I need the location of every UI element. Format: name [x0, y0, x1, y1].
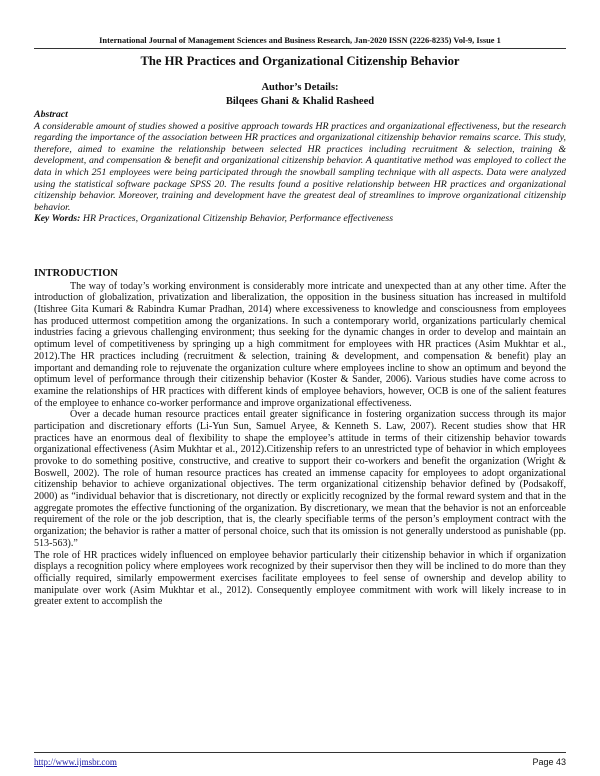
journal-url-link[interactable]: http://www.ijmsbr.com — [34, 757, 117, 767]
keywords-text: HR Practices, Organizational Citizenship Behavior, Performance effectiveness — [80, 213, 394, 225]
introduction-section — [34, 268, 566, 608]
paper-title: The HR Practices and Organizational Citizenship Behavior — [140, 54, 460, 68]
keywords-label: Key Words: — [34, 213, 81, 225]
paragraph: The way of today’s working environment is considerably more intricate and unexpected than at any other time. After the introduction of globalization, privatization and liberalization, the opposition in the business situation has increased in multifold (Itishree Gita Kumari & Rabindra Kumar Pradhan, 2014) where excessiveness to knowledge and consciousness from employees has produced uttermost competition among the organizations. In such a contemporary world, organizations particularly chemical industries facing a grievous challenging environment; thus seeking for the dynamic changes in order to develop and maintain an optimum level of competitiveness by springing up a high commitment for employees with HR practices (Asim Mukhtar et al., 2012).The HR practices including (recruitment & selection, training & development, and compensation & benefit) play an important and demanding role to rejuvenate the organization culture where employees incline to show an optimum and beyond the optimum level of performance through their citizenship behavior (Koster & Sander, 2006). Various studies have come across to examine the relationships of HR practices with different kinds of employee behaviors, however, OCB is one of the salient features of the employee to enhance co-worker performance and improve organizational effectiveness. — [34, 280, 566, 409]
header-divider — [34, 48, 566, 49]
introduction-heading: INTRODUCTION — [34, 268, 119, 279]
page-number: Page 43 — [532, 757, 566, 767]
paragraph: The role of HR practices widely influenced on employee behavior particularly their citizenship behavior in which if organization displays a recognition policy where employees work recognized by their supervisor then they will be inclined to do more than they officially required, similarly empowerment exercises facilitate employees to feel sense of ownership and develop ability to manipulate over work (Asim Mukhtar et al., 2012). Consequently employee commitment with work will likely increase to in greater extent to accomplish the — [34, 549, 566, 608]
paragraph: Over a decade human resource practices entail greater significance in fostering organization success through its major participation and discretionary efforts (Li-Yun Sun, Samuel Aryee, & Kenneth S. Law, 2007). Recent studies show that HR practices have an enormous deal of flexibility to shape the employee’s attitude in terms of their citizenship behavior towards organizational effectiveness (Asim Mukhtar et al., 2012).Citizenship refers to an unrestricted type of behavior in which employees provoke to do something positive, constructive, and creative to support their co-workers and benefit the organization (Wright & Boswell, 2002). The role of human resource practices has created an immense capacity for employees to adopt organizational citizenship behavior to achieve organizational objectives. The term organizational citizenship behavior defined by (Podsakoff, 2000) as “individual behavior that is discretionary, not directly or explicitly recognized by the formal reward system and that in the aggregate promotes the effective functioning of the organization. By discretionary, we mean that the behavior is not an enforceable requirement of the role or the job description, that is, the clearly specifiable terms of the person’s employment contract with the organization; the behavior is rather a matter of personal choice, such that its omission is not generally understood as punishable (pp. 513-563).” — [34, 409, 566, 549]
abstract-heading: Abstract — [34, 109, 68, 120]
keywords-line — [34, 213, 566, 225]
authors-label: Author’s Details: — [261, 82, 339, 93]
abstract-text: A considerable amount of studies showed a positive approach towards HR practices and organizational effectiveness, but the research regarding the importance of the association between HR practices and organizational citizenship behavior remains scarce. This study, therefore, aimed to examine the relationship between selected HR practices including recruitment & selection, training & development, and compensation & benefit and organizational citizenship behavior. A quantitative method was employed to collect the data in which 251 employees were being participated through the snowball sampling technique with all aspects. Data were analyzed using the statistical software package SPSS 20. The results found a positive relationship between HR practices and organizational citizenship behavior. Moreover, training and development have the greatest deal of streamlines to improve organizational citizenship behavior. — [34, 120, 566, 213]
footer-divider — [34, 752, 566, 753]
journal-header: International Journal of Management Sciences and Business Research, Jan-2020 ISSN (2226-8235) Vol-9, Issue 1 — [99, 36, 501, 45]
author-names: Bilqees Ghani & Khalid Rasheed — [225, 96, 375, 107]
abstract-section — [34, 109, 566, 225]
